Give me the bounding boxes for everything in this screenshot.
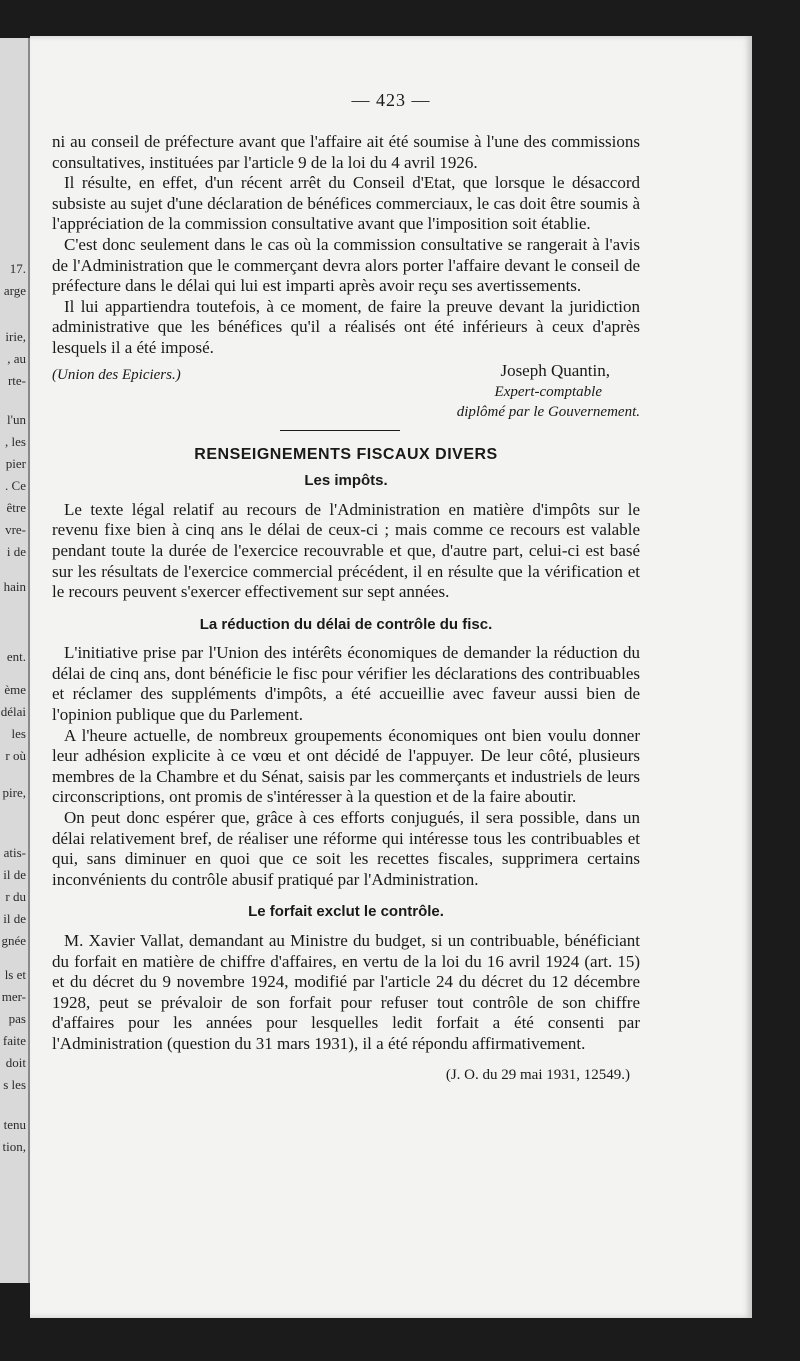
paragraph: Le texte légal relatif au recours de l'Administration en matière d'impôts sur le revenu fixe bien à cinq ans le délai de ceux-ci ; mais comme ce recours est valable pendant toute la durée de l'exercice recouvrable et que, d'autre part, celui-ci est basé sur les résultats de l'exercice commercial précédent, il en résulte que la vérification et le recours peuvent s'exercer effectivement sur sept années.: [52, 499, 640, 602]
left-page-text-fragment: pire,: [2, 785, 26, 800]
left-page-text-fragment: tion,: [2, 1139, 26, 1154]
paragraph: Il résulte, en effet, d'un récent arrêt du Conseil d'Etat, que lorsque le désaccord subsiste au sujet d'une déclaration de bénéfices commerciaux, le cas doit être soumis à l'appréciation de la commission consultative avant que l'imposition soit établie.: [52, 173, 640, 234]
left-page-text-fragment: , au: [7, 351, 26, 366]
left-page-text-fragment: irie,: [5, 329, 26, 344]
paragraph: ni au conseil de préfecture avant que l'affaire ait été soumise à l'une des commissions consultatives, instituées par l'article 9 de la loi du 4 avril 1926.: [52, 132, 640, 172]
paragraph: On peut donc espérer que, grâce à ces efforts conjugués, il sera possible, dans un délai relativement bref, de réaliser une réforme qui intéresse tous les contribuables et qui, sans diminuer en quoi que ce soit les recettes fiscales, supprimera certains inconvénients du contrôle abusif pratiqué par l'Administration.: [52, 808, 640, 889]
left-page-text-fragment: ème: [4, 682, 26, 697]
left-page-text-fragment: les: [11, 726, 26, 741]
section-title: RENSEIGNEMENTS FISCAUX DIVERS: [194, 445, 498, 463]
left-page-text-fragment: vre-: [5, 522, 26, 537]
left-page-text-fragment: hain: [3, 579, 26, 594]
left-page-text-fragment: arge: [3, 283, 26, 298]
left-page-text-fragment: ent.: [6, 649, 26, 664]
left-page-text-fragment: rte-: [7, 373, 26, 388]
document-page: [30, 36, 752, 1318]
left-page-text-fragment: pas: [8, 1011, 26, 1026]
left-page-text-fragment: s les: [3, 1077, 26, 1092]
article-source: (Union des Epiciers.): [52, 366, 181, 383]
paragraph: C'est donc seulement dans le cas où la commission consultative se rangerait à l'avis de l'Administration que le commerçant devra alors porter l'affaire devant le conseil de préfecture dans le délai qui lui est imparti après avoir reçu ses avertissements.: [52, 234, 640, 296]
left-page-text-fragment: il de: [3, 911, 26, 926]
subsection-title: Le forfait exclut le contrôle.: [248, 903, 444, 921]
left-page-edge: [0, 38, 30, 1283]
subsection-title: Les impôts.: [304, 472, 388, 490]
author-name: Joseph Quantin,: [500, 360, 610, 380]
page-number: — 423 —: [351, 90, 431, 110]
left-page-text-fragment: , les: [5, 434, 26, 449]
left-page-text-fragment: 17.: [9, 261, 26, 276]
final-source: (J. O. du 29 mai 1931, 12549.): [445, 1066, 630, 1083]
left-page-text-fragment: il de: [3, 867, 26, 882]
page-content: [52, 132, 640, 1085]
left-page-text-fragment: tenu: [3, 1117, 26, 1132]
left-page-text-fragment: i de: [6, 544, 26, 559]
signature-line: [52, 361, 640, 382]
left-page-text-fragment: mer-: [1, 989, 26, 1004]
left-page-text-fragment: faite: [2, 1033, 26, 1048]
left-page-text-fragment: . Ce: [5, 478, 26, 493]
paragraph: M. Xavier Vallat, demandant au Ministre du budget, si un contribuable, bénéficiant du forfait en matière de chiffre d'affaires, en vertu de la loi du 16 avril 1924 (art. 15) et du décret du 9 novembre 1924, modifié par l'article 24 du décret du 12 décembre 1928, peut se prévaloir de son forfait pour refuser tout contrôle de son chiffre d'affaires pour les années pour lesquelles ledit forfait a été consenti par l'Administration (question du 31 mars 1931), il a été répondu affirmativement.: [52, 931, 640, 1053]
left-page-text-fragment: ls et: [4, 967, 26, 982]
author-credential: diplômé par le Gouvernement.: [456, 403, 640, 420]
left-page-text-fragment: gnée: [1, 933, 26, 948]
left-page-text-fragment: pier: [5, 456, 26, 471]
left-page-text-fragment: doit: [5, 1055, 26, 1070]
paragraph: Il lui appartiendra toutefois, à ce moment, de faire la preuve devant la juridiction administrative que les bénéfices qu'il a réalisés ont été inférieurs à ceux d'après lesquels il a été imposé.: [52, 296, 640, 357]
left-page-text-fragment: être: [6, 500, 26, 515]
subsection-title: La réduction du délai de contrôle du fisc.: [199, 615, 493, 633]
paragraph: A l'heure actuelle, de nombreux groupements économiques ont bien voulu donner leur adhésion explicite à ce vœu et ont décidé de l'appuyer. De leur côté, plusieurs membres de la Chambre et du Sénat, saisis par les commerçants et industriels de leurs circonscriptions, ont promis de s'intéresser à la question et de la faire aboutir.: [52, 725, 640, 807]
paragraph: L'initiative prise par l'Union des intérêts économiques de demander la réduction du délai de cinq ans, dont bénéficie le fisc pour vérifier les déclarations des contribuables et réclamer des suppléments d'impôts, a été accueillie avec faveur aussi bien de l'opinion publique que du Parlement.: [52, 643, 640, 725]
left-page-text-fragment: r du: [5, 889, 26, 904]
left-page-text-fragment: délai: [0, 704, 26, 719]
left-page-text-fragment: l'un: [7, 412, 26, 427]
author-title: Expert-comptable: [494, 383, 602, 400]
section-divider: [280, 430, 400, 431]
left-page-text-fragment: r où: [5, 748, 26, 763]
left-page-text-fragment: atis-: [3, 845, 26, 860]
